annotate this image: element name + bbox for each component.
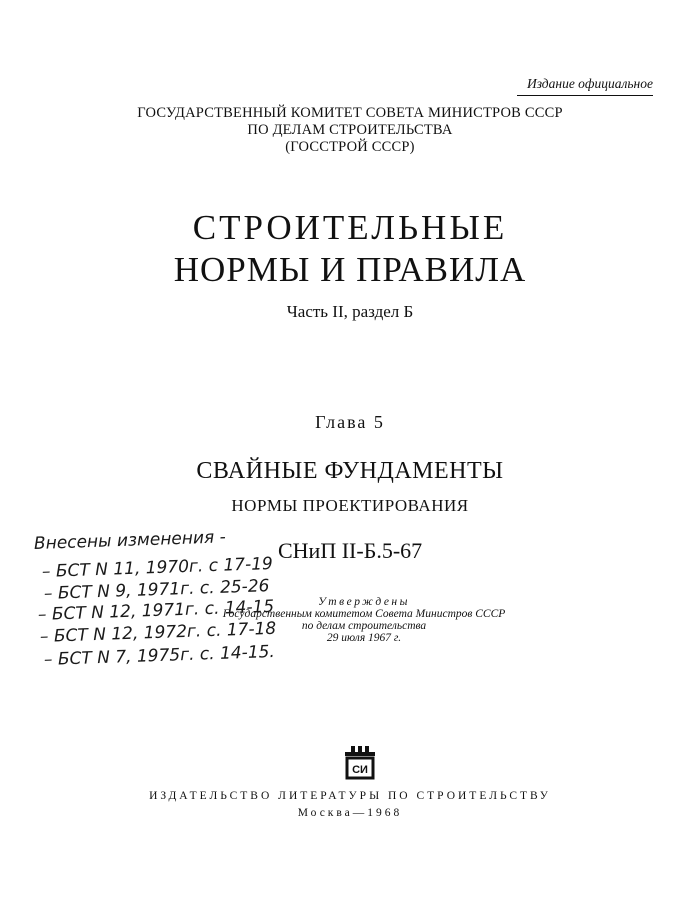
- ministry-line-2: ПО ДЕЛАМ СТРОИТЕЛЬСТВА: [247, 122, 453, 138]
- norm-code: СНиП II-Б.5-67: [278, 538, 423, 563]
- document-title-line-1: СТРОИТЕЛЬНЫЕ: [192, 208, 508, 247]
- handwritten-note-line: – БСТ N 12, 1972г. с. 17-18: [39, 618, 277, 647]
- part-section: Часть II, раздел Б: [286, 302, 414, 321]
- handwritten-note-line: – БСТ N 12, 1971г. с. 14-15: [37, 596, 275, 625]
- chapter-subtitle: НОРМЫ ПРОЕКТИРОВАНИЯ: [231, 496, 469, 515]
- logo-text: СИ: [352, 764, 368, 776]
- handwritten-note-line: – БСТ N 7, 1975г. с. 14-15.: [43, 641, 276, 670]
- handwritten-note-heading: Внесены изменения -: [33, 527, 227, 554]
- edition-note: Издание официальное: [517, 76, 653, 96]
- handwritten-note-line: – БСТ N 9, 1971г. с. 25-26: [43, 576, 270, 604]
- handwritten-note-line: – БСТ N 11, 1970г. с 17-19: [41, 553, 274, 582]
- approval-authority: Государственным комитетом Совета Министров СССР: [222, 608, 506, 620]
- ministry-line-1: ГОСУДАРСТВЕННЫЙ КОМИТЕТ СОВЕТА МИНИСТРОВ СССР: [137, 105, 563, 121]
- document-title-line-2: НОРМЫ И ПРАВИЛА: [173, 250, 527, 289]
- publisher-logo-icon: [339, 746, 381, 780]
- publisher-name: ИЗДАТЕЛЬСТВО ЛИТЕРАТУРЫ ПО СТРОИТЕЛЬСТВУ: [149, 790, 551, 802]
- approval-authority-2: по делам строительства: [301, 620, 427, 632]
- approval-heading: Утверждены: [318, 596, 410, 608]
- approval-date: 29 июля 1967 г.: [326, 632, 402, 644]
- chapter-number: Глава 5: [315, 412, 385, 432]
- chapter-title: СВАЙНЫЕ ФУНДАМЕНТЫ: [196, 458, 504, 484]
- ministry-line-3: (ГОССТРОЙ СССР): [285, 139, 415, 155]
- place-year: Москва—1968: [297, 807, 403, 819]
